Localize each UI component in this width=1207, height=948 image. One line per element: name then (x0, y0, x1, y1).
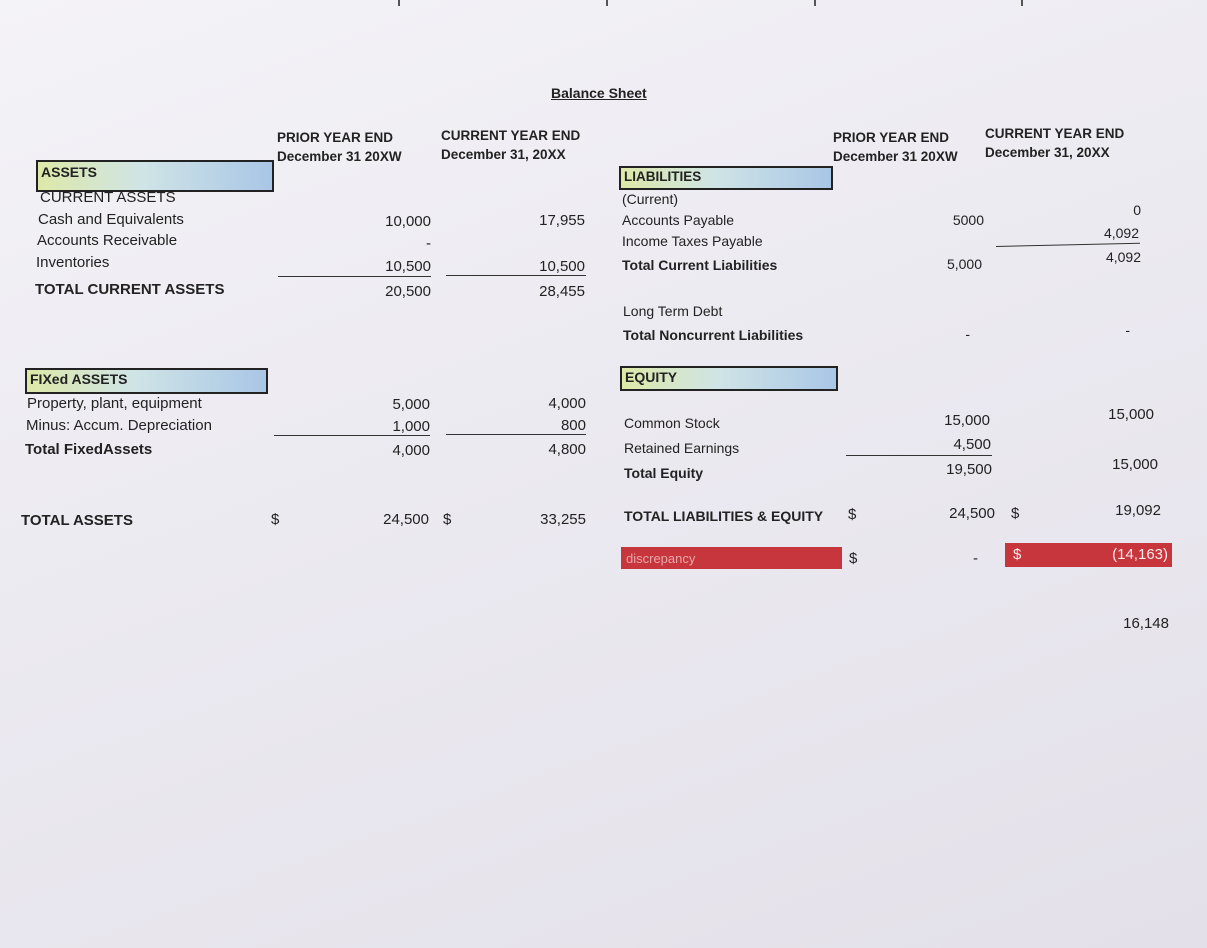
equity-row-label: Common Stock (624, 415, 720, 431)
fixed-assets-section-label (25, 368, 268, 394)
underline-rule (846, 455, 992, 456)
asset-row-label: Accounts Receivable (37, 232, 178, 249)
total-fixed-assets-prior: 4,000 (392, 442, 430, 459)
total-equity-label: Total Equity (624, 465, 704, 481)
prior-year-header-line2: December 31 20XW (833, 149, 958, 164)
asset-row-current: 17,955 (539, 212, 585, 229)
page-edge-mark (606, 0, 608, 6)
total-current-liabilities-current: 4,092 (1105, 249, 1141, 265)
discrepancy-current: (14,163) (1112, 546, 1168, 563)
fixed-asset-row-prior: 1,000 (392, 418, 430, 435)
total-noncurrent-liabilities-current: - (1125, 322, 1130, 338)
discrepancy-label (621, 547, 842, 569)
discrepancy-label-text: discrepancy (626, 551, 696, 566)
total-equity-current: 15,000 (1112, 456, 1158, 473)
underline-rule (446, 275, 586, 276)
prior-year-header-right (833, 128, 958, 166)
total-current-assets-label: TOTAL CURRENT ASSETS (35, 281, 225, 298)
total-equity-prior: 19,500 (946, 461, 992, 478)
fixed-asset-row-current: 800 (560, 417, 586, 434)
current-year-header-line2: December 31, 20XX (985, 145, 1110, 160)
current-year-header-right (985, 124, 1124, 162)
current-liabilities-label: (Current) (622, 191, 679, 207)
current-year-header-line2: December 31, 20XX (441, 147, 566, 162)
equity-section-text: EQUITY (625, 369, 678, 385)
total-noncurrent-liabilities-label: Total Noncurrent Liabilities (623, 327, 804, 343)
page-edge-mark (814, 0, 816, 6)
total-assets-prior: 24,500 (383, 511, 429, 528)
equity-section-label (620, 366, 838, 391)
currency-symbol: $ (1013, 546, 1022, 563)
total-current-liabilities-label: Total Current Liabilities (622, 257, 778, 273)
liabilities-section-text: LIABILITIES (624, 169, 702, 184)
current-year-header (441, 126, 580, 164)
assets-section-label (36, 160, 274, 192)
equity-row-label: Retained Earnings (624, 440, 740, 456)
underline-rule (996, 243, 1140, 247)
fixed-assets-section-text: FIXed ASSETS (30, 371, 128, 387)
total-assets-label: TOTAL ASSETS (21, 512, 133, 529)
total-current-liabilities-prior: 5,000 (946, 256, 982, 272)
asset-row-prior: - (426, 235, 431, 252)
currency-symbol: $ (848, 506, 857, 523)
currency-symbol: $ (1011, 505, 1020, 522)
total-noncurrent-liabilities-prior: - (965, 326, 970, 342)
liability-row-label: Income Taxes Payable (622, 233, 763, 249)
current-year-header-line1: CURRENT YEAR END (441, 128, 581, 143)
page-title: Balance Sheet (551, 85, 647, 101)
liability-row-current: 0 (1133, 202, 1141, 218)
asset-row-current: 10,500 (539, 258, 585, 275)
fixed-asset-row-current: 4,000 (548, 395, 586, 412)
page-edge-mark (398, 0, 400, 6)
current-assets-label: CURRENT ASSETS (40, 189, 176, 206)
total-fixed-assets-label: Total FixedAssets (25, 441, 153, 458)
currency-symbol: $ (443, 511, 452, 528)
asset-row-label: Inventories (36, 254, 110, 271)
fixed-asset-row-prior: 5,000 (392, 396, 430, 413)
current-year-header-line1: CURRENT YEAR END (985, 126, 1125, 141)
liabilities-section-label (619, 166, 833, 190)
prior-year-header-line2: December 31 20XW (277, 149, 402, 164)
fixed-asset-row-label: Property, plant, equipment (27, 395, 202, 412)
fixed-asset-row-label: Minus: Accum. Depreciation (26, 417, 212, 434)
currency-symbol: $ (849, 550, 858, 567)
assets-section-text: ASSETS (41, 164, 98, 180)
discrepancy-current-cell (1005, 543, 1172, 567)
prior-year-header-line1: PRIOR YEAR END (277, 130, 394, 145)
asset-row-prior: 10,500 (385, 258, 431, 275)
equity-row-prior: 4,500 (953, 436, 991, 453)
underline-rule (274, 435, 430, 436)
equity-row-prior: 15,000 (944, 412, 990, 429)
equity-row-current: 15,000 (1108, 406, 1154, 423)
total-liabilities-equity-prior: 24,500 (949, 505, 995, 522)
total-fixed-assets-current: 4,800 (548, 441, 586, 458)
total-liabilities-equity-current: 19,092 (1115, 502, 1161, 519)
liability-row-prior: 5000 (952, 212, 984, 228)
liability-row-current: 4,092 (1103, 225, 1139, 241)
discrepancy-prior: - (973, 550, 978, 567)
asset-row-prior: 10,000 (385, 213, 431, 230)
underline-rule (446, 434, 586, 435)
liability-row-label: Accounts Payable (622, 212, 735, 228)
long-term-debt-label: Long Term Debt (623, 303, 723, 319)
total-current-assets-prior: 20,500 (385, 283, 431, 300)
currency-symbol: $ (271, 511, 280, 528)
page-edge-mark (1021, 0, 1023, 6)
prior-year-header (277, 128, 402, 166)
total-liabilities-equity-label: TOTAL LIABILITIES & EQUITY (624, 508, 824, 524)
total-current-assets-current: 28,455 (539, 283, 585, 300)
underline-rule (278, 276, 431, 277)
total-assets-current: 33,255 (540, 511, 586, 528)
extra-value: 16,148 (1123, 615, 1169, 632)
prior-year-header-line1: PRIOR YEAR END (833, 130, 950, 145)
asset-row-label: Cash and Equivalents (38, 211, 184, 228)
